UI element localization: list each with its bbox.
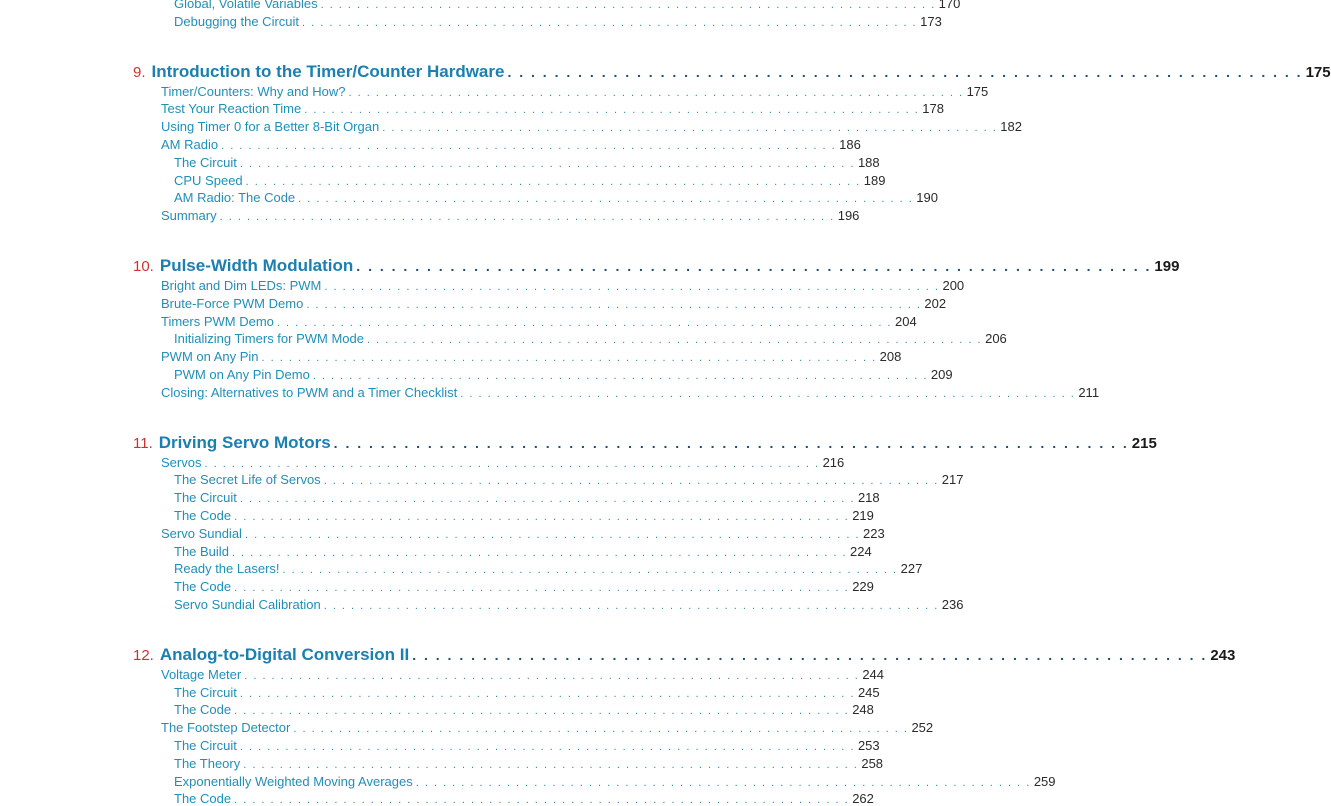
toc-entry [174,331,1007,347]
toc-entry [161,384,1100,400]
toc-entry [174,561,923,577]
toc-chapter [133,256,1180,276]
entry-title: Timers PWM Demo [161,313,274,329]
chapter-number: 9. [133,63,146,81]
page-number: 175 [966,83,989,99]
page-number: 224 [850,543,872,559]
page-number: 215 [1131,434,1157,452]
page-number: 209 [930,367,953,382]
dot-leader: . . . . . . . . . . . . . . . . . . . . . . . . . . . . . . . . . . . . . . . . . . . . . . . . . . . . . . . . . . . . . . . . . . . . [320,0,936,11]
page-number: 244 [862,666,885,682]
dot-leader: . . . . . . . . . . . . . . . . . . . . . . . . . . . . . . . . . . . . . . . . . . . . . . . . . . . . . . . . . . . . . . . . . . . . [348,86,964,99]
toc-entry [161,278,965,293]
toc-entry [174,367,953,382]
toc-entry [161,666,885,682]
toc-entry [174,773,1056,789]
dot-leader: . . . . . . . . . . . . . . . . . . . . . . . . . . . . . . . . . . . . . . . . . . . . . . . . . . . . . . . . . . . . . . . . . . . . [243,758,859,771]
entry-title: The Circuit [174,490,237,506]
page-number: 178 [922,101,944,117]
entry-title: The Code [174,508,232,523]
dot-leader: . . . . . . . . . . . . . . . . . . . . . . . . . . . . . . . . . . . . . . . . . . . . . . . . . . . . . . . . . . . . . . . . . . . . [367,334,983,347]
toc-chapter [133,432,1157,453]
page-number: 170 [938,0,961,11]
dot-leader: . . . . . . . . . . . . . . . . . . . . . . . . . . . . . . . . . . . . . . . . . . . . . . . . . . . . . . . . . . . . . . . . . . . . [239,157,855,170]
entry-title: Closing: Alternatives to PWM and a Timer Checklist [161,384,458,400]
dot-leader: . . . . . . . . . . . . . . . . . . . . . . . . . . . . . . . . . . . . . . . . . . . . . . . . . . . . . . . . . . . . . . . . . . . . [306,298,922,311]
dot-leader: . . . . . . . . . . . . . . . . . . . . . . . . . . . . . . . . . . . . . . . . . . . . . . . . . . . . . . . . . . . . . . . . . . . . [298,193,914,206]
page-number: 186 [839,137,861,152]
page-number: 206 [985,331,1007,347]
entry-title: Exponentially Weighted Moving Averages [174,773,413,789]
page-number: 208 [879,349,902,365]
dot-leader: . . . . . . . . . . . . . . . . . . . . . . . . . . . . . . . . . . . . . . . . . . . . . . . . . . . . . . . . . . . . . . . . . . . . [412,646,1208,663]
page-number: 253 [857,738,880,753]
dot-leader: . . . . . . . . . . . . . . . . . . . . . . . . . . . . . . . . . . . . . . . . . . . . . . . . . . . . . . . . . . . . . . . . . . . . [261,352,877,365]
entry-title: AM Radio [161,137,219,152]
page-number: 252 [911,720,934,736]
page-number: 200 [942,278,965,293]
entry-title: The Theory [174,755,241,771]
dot-leader: . . . . . . . . . . . . . . . . . . . . . . . . . . . . . . . . . . . . . . . . . . . . . . . . . . . . . . . . . . . . . . . . . . . . [507,63,1303,80]
page-number: 219 [852,508,874,523]
page-number: 216 [822,454,845,470]
dot-leader: . . . . . . . . . . . . . . . . . . . . . . . . . . . . . . . . . . . . . . . . . . . . . . . . . . . . . . . . . . . . . . . . . . . . [234,511,850,523]
toc-entry [174,579,874,595]
entry-title: PWM on Any Pin Demo [174,367,310,382]
entry-title: Using Timer 0 for a Better 8-Bit Organ [161,119,380,135]
page-number: 188 [857,154,880,170]
toc-entry [174,154,880,170]
entry-title: PWM on Any Pin [161,349,259,365]
entry-title: The Code [174,791,232,806]
dot-leader: . . . . . . . . . . . . . . . . . . . . . . . . . . . . . . . . . . . . . . . . . . . . . . . . . . . . . . . . . . . . . . . . . . . . [382,122,998,135]
dot-leader: . . . . . . . . . . . . . . . . . . . . . . . . . . . . . . . . . . . . . . . . . . . . . . . . . . . . . . . . . . . . . . . . . . . . [323,475,939,488]
chapter-number: 10. [133,258,154,275]
dot-leader: . . . . . . . . . . . . . . . . . . . . . . . . . . . . . . . . . . . . . . . . . . . . . . . . . . . . . . . . . . . . . . . . . . . . [282,564,898,577]
entry-title: The Code [174,702,232,718]
toc-entry [174,755,884,771]
toc-chapter [133,61,1331,82]
toc-entry [174,490,880,506]
page-number: 218 [857,490,880,506]
dot-leader: . . . . . . . . . . . . . . . . . . . . . . . . . . . . . . . . . . . . . . . . . . . . . . . . . . . . . . . . . . . . . . . . . . . . [219,211,835,224]
toc-entry [174,190,938,206]
page-number: 259 [1033,773,1056,789]
page-number: 243 [1210,646,1236,664]
toc-entry [174,172,886,188]
entry-title: The Build [174,543,229,559]
dot-leader: . . . . . . . . . . . . . . . . . . . . . . . . . . . . . . . . . . . . . . . . . . . . . . . . . . . . . . . . . . . . . . . . . . . . [221,140,837,152]
entry-title: The Circuit [174,738,237,753]
dot-leader: . . . . . . . . . . . . . . . . . . . . . . . . . . . . . . . . . . . . . . . . . . . . . . . . . . . . . . . . . . . . . . . . . . . . [333,434,1129,451]
entry-title: Bright and Dim LEDs: PWM [161,278,322,293]
dot-leader: . . . . . . . . . . . . . . . . . . . . . . . . . . . . . . . . . . . . . . . . . . . . . . . . . . . . . . . . . . . . . . . . . . . . [302,16,918,29]
dot-leader: . . . . . . . . . . . . . . . . . . . . . . . . . . . . . . . . . . . . . . . . . . . . . . . . . . . . . . . . . . . . . . . . . . . . [239,741,855,753]
dot-leader: . . . . . . . . . . . . . . . . . . . . . . . . . . . . . . . . . . . . . . . . . . . . . . . . . . . . . . . . . . . . . . . . . . . . [312,370,928,382]
chapter-number: 11. [133,434,153,452]
page-number: 258 [861,755,884,771]
dot-leader: . . . . . . . . . . . . . . . . . . . . . . . . . . . . . . . . . . . . . . . . . . . . . . . . . . . . . . . . . . . . . . . . . . . . [323,600,939,612]
toc-entry [161,83,989,99]
toc-entry [161,295,947,311]
toc-chapter [133,644,1236,665]
dot-leader: . . . . . . . . . . . . . . . . . . . . . . . . . . . . . . . . . . . . . . . . . . . . . . . . . . . . . . . . . . . . . . . . . . . . [204,457,820,470]
toc-entry [174,684,880,700]
toc-entry [161,525,885,541]
dot-leader: . . . . . . . . . . . . . . . . . . . . . . . . . . . . . . . . . . . . . . . . . . . . . . . . . . . . . . . . . . . . . . . . . . . . [293,723,909,736]
toc-entry [174,13,942,29]
entry-title: Test Your Reaction Time [161,101,302,117]
page-number: 262 [852,791,874,806]
page-number: 204 [895,313,917,329]
chapter-title: Introduction to the Timer/Counter Hardware [151,61,505,81]
entry-title: Debugging the Circuit [174,13,300,29]
dot-leader: . . . . . . . . . . . . . . . . . . . . . . . . . . . . . . . . . . . . . . . . . . . . . . . . . . . . . . . . . . . . . . . . . . . . [244,528,861,541]
page-number: 173 [920,13,942,29]
dot-leader: . . . . . . . . . . . . . . . . . . . . . . . . . . . . . . . . . . . . . . . . . . . . . . . . . . . . . . . . . . . . . . . . . . . . [460,387,1076,400]
page-number: 202 [924,295,947,311]
dot-leader: . . . . . . . . . . . . . . . . . . . . . . . . . . . . . . . . . . . . . . . . . . . . . . . . . . . . . . . . . . . . . . . . . . . . [239,493,855,506]
dot-leader: . . . . . . . . . . . . . . . . . . . . . . . . . . . . . . . . . . . . . . . . . . . . . . . . . . . . . . . . . . . . . . . . . . . . [415,776,1031,789]
toc-entry [174,791,874,806]
dot-leader: . . . . . . . . . . . . . . . . . . . . . . . . . . . . . . . . . . . . . . . . . . . . . . . . . . . . . . . . . . . . . . . . . . . . [356,258,1152,274]
toc-entry [161,137,861,152]
dot-leader: . . . . . . . . . . . . . . . . . . . . . . . . . . . . . . . . . . . . . . . . . . . . . . . . . . . . . . . . . . . . . . . . . . . . [234,705,850,718]
toc-entry [174,702,874,718]
toc-entry [174,472,964,488]
toc-entry [174,543,872,559]
toc-entry [174,0,961,11]
entry-title: The Circuit [174,154,237,170]
page-number: 217 [941,472,964,488]
entry-title: The Circuit [174,684,237,700]
entry-title: Brute-Force PWM Demo [161,295,304,311]
dot-leader: . . . . . . . . . . . . . . . . . . . . . . . . . . . . . . . . . . . . . . . . . . . . . . . . . . . . . . . . . . . . . . . . . . . . [239,687,855,700]
toc-entry [161,313,917,329]
entry-title: Global, Volatile Variables [174,0,318,11]
chapter-title: Analog-to-Digital Conversion II [159,644,410,664]
dot-leader: . . . . . . . . . . . . . . . . . . . . . . . . . . . . . . . . . . . . . . . . . . . . . . . . . . . . . . . . . . . . . . . . . . . . [231,546,848,559]
dot-leader: . . . . . . . . . . . . . . . . . . . . . . . . . . . . . . . . . . . . . . . . . . . . . . . . . . . . . . . . . . . . . . . . . . . . [244,669,860,682]
entry-title: Initializing Timers for PWM Mode [174,331,364,347]
page-number: 229 [852,579,874,595]
toc-entry [161,208,860,224]
page-number: 223 [863,525,885,541]
dot-leader: . . . . . . . . . . . . . . . . . . . . . . . . . . . . . . . . . . . . . . . . . . . . . . . . . . . . . . . . . . . . . . . . . . . . [234,794,850,806]
page-number: 245 [857,684,880,700]
page-number: 190 [916,190,938,206]
dot-leader: . . . . . . . . . . . . . . . . . . . . . . . . . . . . . . . . . . . . . . . . . . . . . . . . . . . . . . . . . . . . . . . . . . . . [304,104,920,117]
chapter-title: Driving Servo Motors [158,432,331,452]
page-number: 248 [852,702,874,718]
toc-entry [174,738,880,753]
page-number: 189 [863,172,886,188]
entry-title: Servos [161,454,202,470]
page-number: 175 [1305,63,1331,81]
entry-title: Summary [161,208,217,224]
dot-leader: . . . . . . . . . . . . . . . . . . . . . . . . . . . . . . . . . . . . . . . . . . . . . . . . . . . . . . . . . . . . . . . . . . . . [276,316,892,329]
page-number: 236 [941,597,964,612]
entry-title: Timer/Counters: Why and How? [161,83,346,99]
dot-leader: . . . . . . . . . . . . . . . . . . . . . . . . . . . . . . . . . . . . . . . . . . . . . . . . . . . . . . . . . . . . . . . . . . . . [324,281,940,293]
entry-title: Servo Sundial Calibration [174,597,321,612]
entry-title: Ready the Lasers! [174,561,280,577]
toc-entry [161,119,1022,135]
toc-entry [161,101,944,117]
entry-title: The Secret Life of Servos [174,472,321,488]
toc-entry [161,349,902,365]
entry-title: Voltage Meter [161,666,242,682]
page-number: 227 [900,561,923,577]
dot-leader: . . . . . . . . . . . . . . . . . . . . . . . . . . . . . . . . . . . . . . . . . . . . . . . . . . . . . . . . . . . . . . . . . . . . [245,175,861,188]
dot-leader: . . . . . . . . . . . . . . . . . . . . . . . . . . . . . . . . . . . . . . . . . . . . . . . . . . . . . . . . . . . . . . . . . . . . [234,582,850,595]
entry-title: Servo Sundial [161,525,242,541]
page-number: 182 [1000,119,1022,135]
chapter-title: Pulse-Width Modulation [159,256,354,275]
page-number: 196 [837,208,860,224]
toc-entry [161,720,934,736]
page-number: 211 [1078,384,1100,400]
entry-title: The Code [174,579,232,595]
entry-title: CPU Speed [174,172,243,188]
toc-entry [174,597,964,612]
chapter-number: 12. [133,646,154,664]
toc-entry [161,454,845,470]
entry-title: AM Radio: The Code [174,190,296,206]
entry-title: The Footstep Detector [161,720,291,736]
page-number: 199 [1154,258,1180,275]
toc-entry [174,508,874,523]
